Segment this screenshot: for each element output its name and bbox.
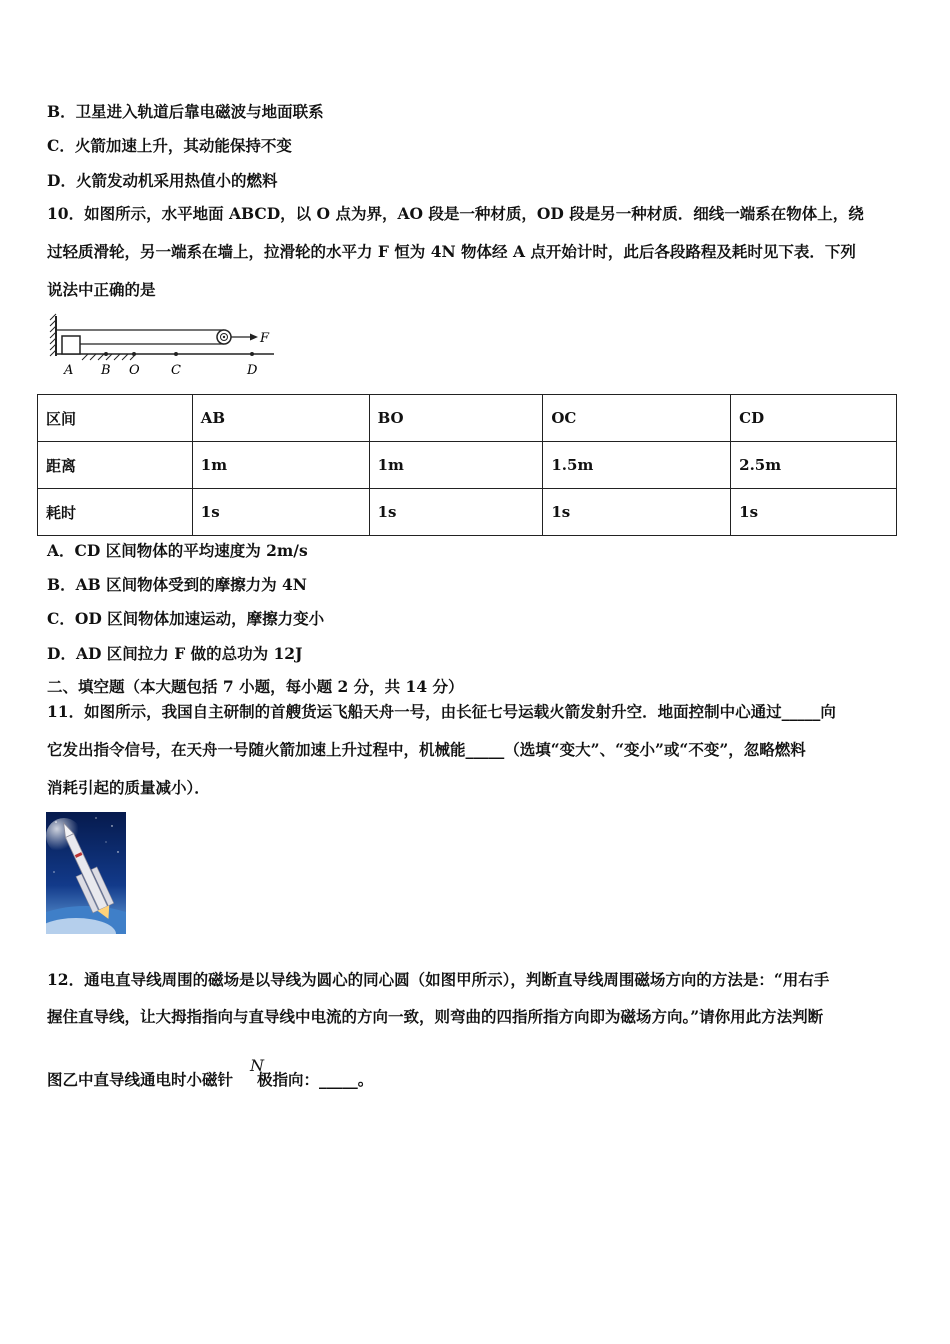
- table-header-row: [38, 395, 897, 442]
- point-o: [132, 352, 136, 356]
- rocket-launch-image: [46, 812, 126, 934]
- table-cell: 1s: [369, 489, 543, 536]
- q12-line3-suffix: 极指向：_____。: [257, 1070, 374, 1089]
- q12-line3-prefix: 图乙中直导线通电时小磁针: [47, 1070, 234, 1089]
- table-cell: 距离: [38, 442, 193, 489]
- pulley-diagram: [46, 312, 286, 384]
- table-cell: 1m: [192, 442, 369, 489]
- table-cell: 区间: [38, 395, 193, 442]
- q10-stem-line2: 过轻质滑轮，另一端系在墙上，拉滑轮的水平力 F 恒为 4N 物体经 A 点开始计时，此后各段路程及耗时见下表．下列: [47, 242, 856, 261]
- label-c: C: [171, 363, 181, 378]
- table-row: [38, 442, 897, 489]
- table-row: [38, 489, 897, 536]
- q9-option-c: C．火箭加速上升，其动能保持不变: [47, 136, 292, 155]
- label-a: A: [64, 363, 74, 378]
- q11-line1: 11．如图所示，我国自主研制的首艘货运飞船天舟一号，由长征七号运载火箭发射升空．地面控制中心通过_____向: [47, 702, 836, 721]
- q11-line2: 它发出指令信号，在天舟一号随火箭加速上升过程中，机械能_____（选填“变大”、“变小”或“不变”，忽略燃料: [47, 740, 806, 759]
- label-b: B: [101, 363, 111, 378]
- q10-data-table: [37, 394, 897, 536]
- table-cell: 1.5m: [543, 442, 731, 489]
- q10-option-d: D．AD 区间拉力 F 做的总功为 12J: [47, 644, 303, 663]
- q10-option-b: B．AB 区间物体受到的摩擦力为 4N: [47, 575, 307, 594]
- q9-option-b: B．卫星进入轨道后靠电磁波与地面联系: [47, 102, 324, 121]
- q12-line3: [47, 1070, 373, 1090]
- n-pole-symbol: N: [250, 1056, 264, 1075]
- table-cell: OC: [543, 395, 731, 442]
- label-d: D: [247, 363, 258, 378]
- force-arrowhead: [250, 334, 258, 341]
- q11-line3: 消耗引起的质量减小）．: [47, 778, 210, 797]
- q10-stem-line3: 说法中正确的是: [47, 280, 156, 299]
- point-d: [250, 352, 254, 356]
- table-cell: 1s: [731, 489, 897, 536]
- block: [62, 336, 80, 354]
- point-b: [104, 352, 108, 356]
- q9-option-d: D．火箭发动机采用热值小的燃料: [47, 171, 278, 190]
- ground-hatching: [82, 354, 136, 360]
- table-cell: CD: [731, 395, 897, 442]
- table-cell: 耗时: [38, 489, 193, 536]
- table-cell: 1s: [192, 489, 369, 536]
- q12-line1: 12．通电直导线周围的磁场是以导线为圆心的同心圆（如图甲所示），判断直导线周围磁场方向的方法是：“用右手: [47, 970, 830, 989]
- label-f: F: [260, 331, 270, 346]
- section-2-title: 二、填空题（本大题包括 7 小题，每小题 2 分，共 14 分）: [47, 677, 464, 696]
- table-cell: BO: [369, 395, 543, 442]
- table-cell: AB: [192, 395, 369, 442]
- table-cell: 2.5m: [731, 442, 897, 489]
- point-c: [174, 352, 178, 356]
- label-o: O: [129, 363, 140, 378]
- q12-line2: 握住直导线，让大拇指指向与直导线中电流的方向一致，则弯曲的四指所指方向即为磁场方向。”请你用此方法判断: [47, 1007, 824, 1026]
- q10-option-a: A．CD 区间物体的平均速度为 2m/s: [47, 541, 308, 560]
- table-cell: 1m: [369, 442, 543, 489]
- table-cell: 1s: [543, 489, 731, 536]
- q10-option-c: C．OD 区间物体加速运动，摩擦力变小: [47, 609, 325, 628]
- q10-stem-line1: 10．如图所示，水平地面 ABCD，以 O 点为界，AO 段是一种材质，OD 段是另一种材质．细线一端系在物体上，绕: [47, 204, 864, 223]
